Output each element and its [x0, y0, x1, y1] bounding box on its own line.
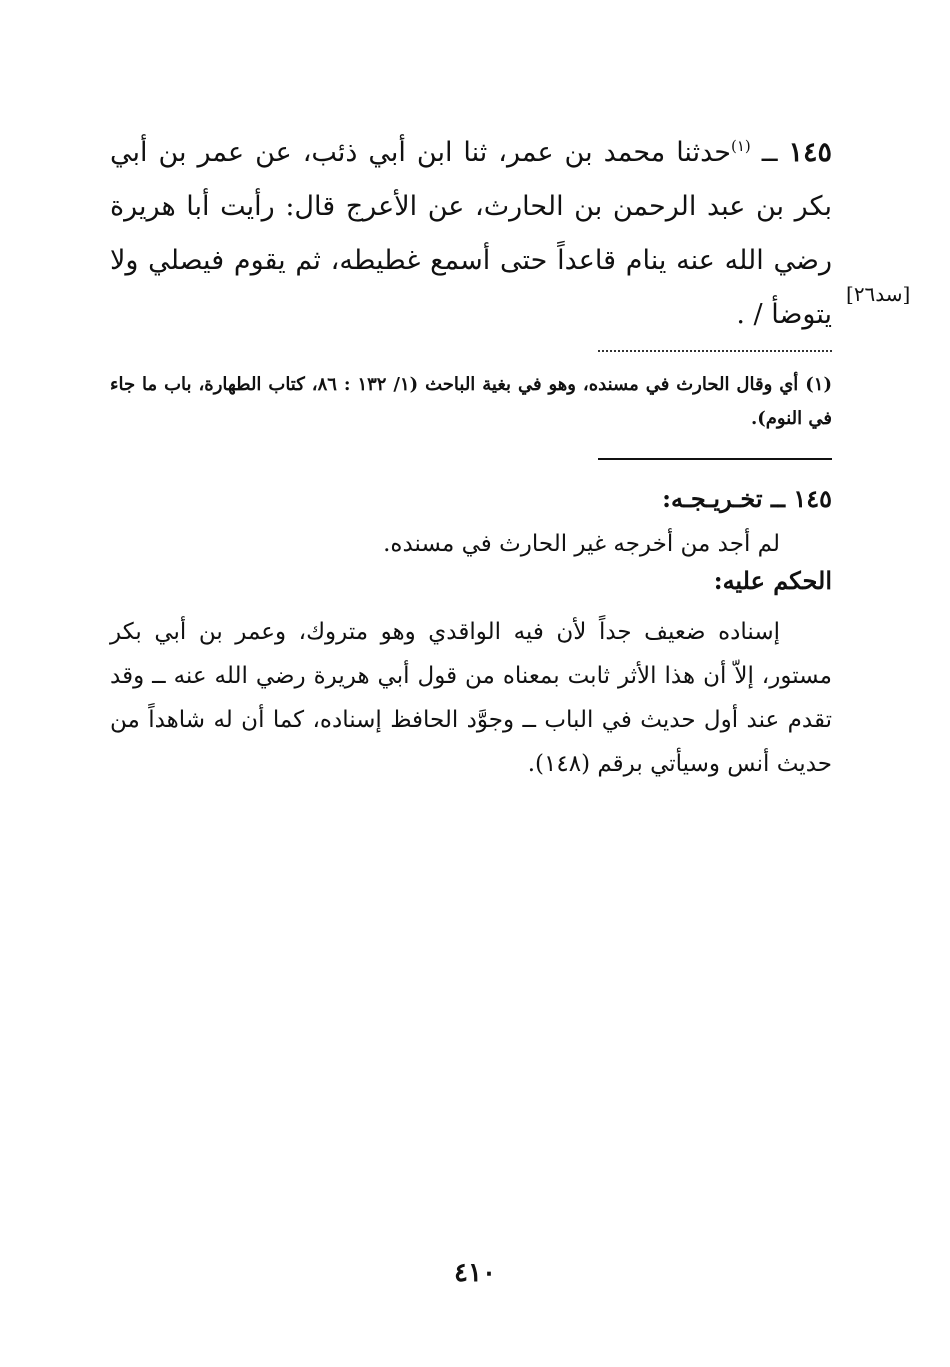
hadith-footnote-marker[interactable]: (١): [730, 137, 751, 155]
takhrij-number: ١٤٥: [793, 484, 832, 513]
hadith-text: حدثنا محمد بن عمر، ثنا ابن أبي ذئب، عن عمر بن أبي بكر بن عبد الرحمن بن الحارث، عن الأعرج قال: رأيت أبا هريرة رضي الله عنه ينام قاعداً حتى أسمع غطيطه، ثم يقوم فيصلي ولا يتوضأ / .: [110, 137, 832, 330]
takhrij-heading: [662, 484, 832, 513]
hukm-text: إسناده ضعيف جداً لأن فيه الواقدي وهو متروك، وعمر بن أبي بكر مستور، إلاّ أن هذا الأثر ثابت بمعناه من قول أبي هريرة رضي الله عنه ــ وقد تقدم عند أول حديث في الباب ــ وجوَّد الحافظ إسناده، كما أن له شاهداً من حديث أنس وسيأتي برقم (١٤٨).: [110, 619, 832, 777]
hadith-number: ١٤٥: [788, 137, 833, 168]
footnote-marker: (١): [805, 374, 832, 395]
takhrij-text: لم أجد من أخرجه غير الحارث في مسنده.: [383, 531, 780, 557]
takhrij-title: تخـريـجـه:: [662, 484, 763, 513]
footnote: [110, 368, 832, 436]
section-divider: [598, 458, 832, 460]
hadith-paragraph: [110, 126, 832, 342]
hukm-heading: الحكم عليه:: [713, 566, 832, 595]
takhrij-dash: ــ: [770, 484, 785, 513]
footnote-dotted-separator: [598, 350, 832, 352]
margin-manuscript-reference: [سد٢٦]: [846, 282, 911, 306]
hadith-dash: ــ: [761, 137, 778, 168]
footnote-text: أي وقال الحارث في مسنده، وهو في بغية الباحث (١/ ١٣٢ : ٨٦، كتاب الطهارة، باب ما جاء في النوم).: [110, 374, 832, 429]
page-number: ٤١٠: [454, 1258, 496, 1288]
